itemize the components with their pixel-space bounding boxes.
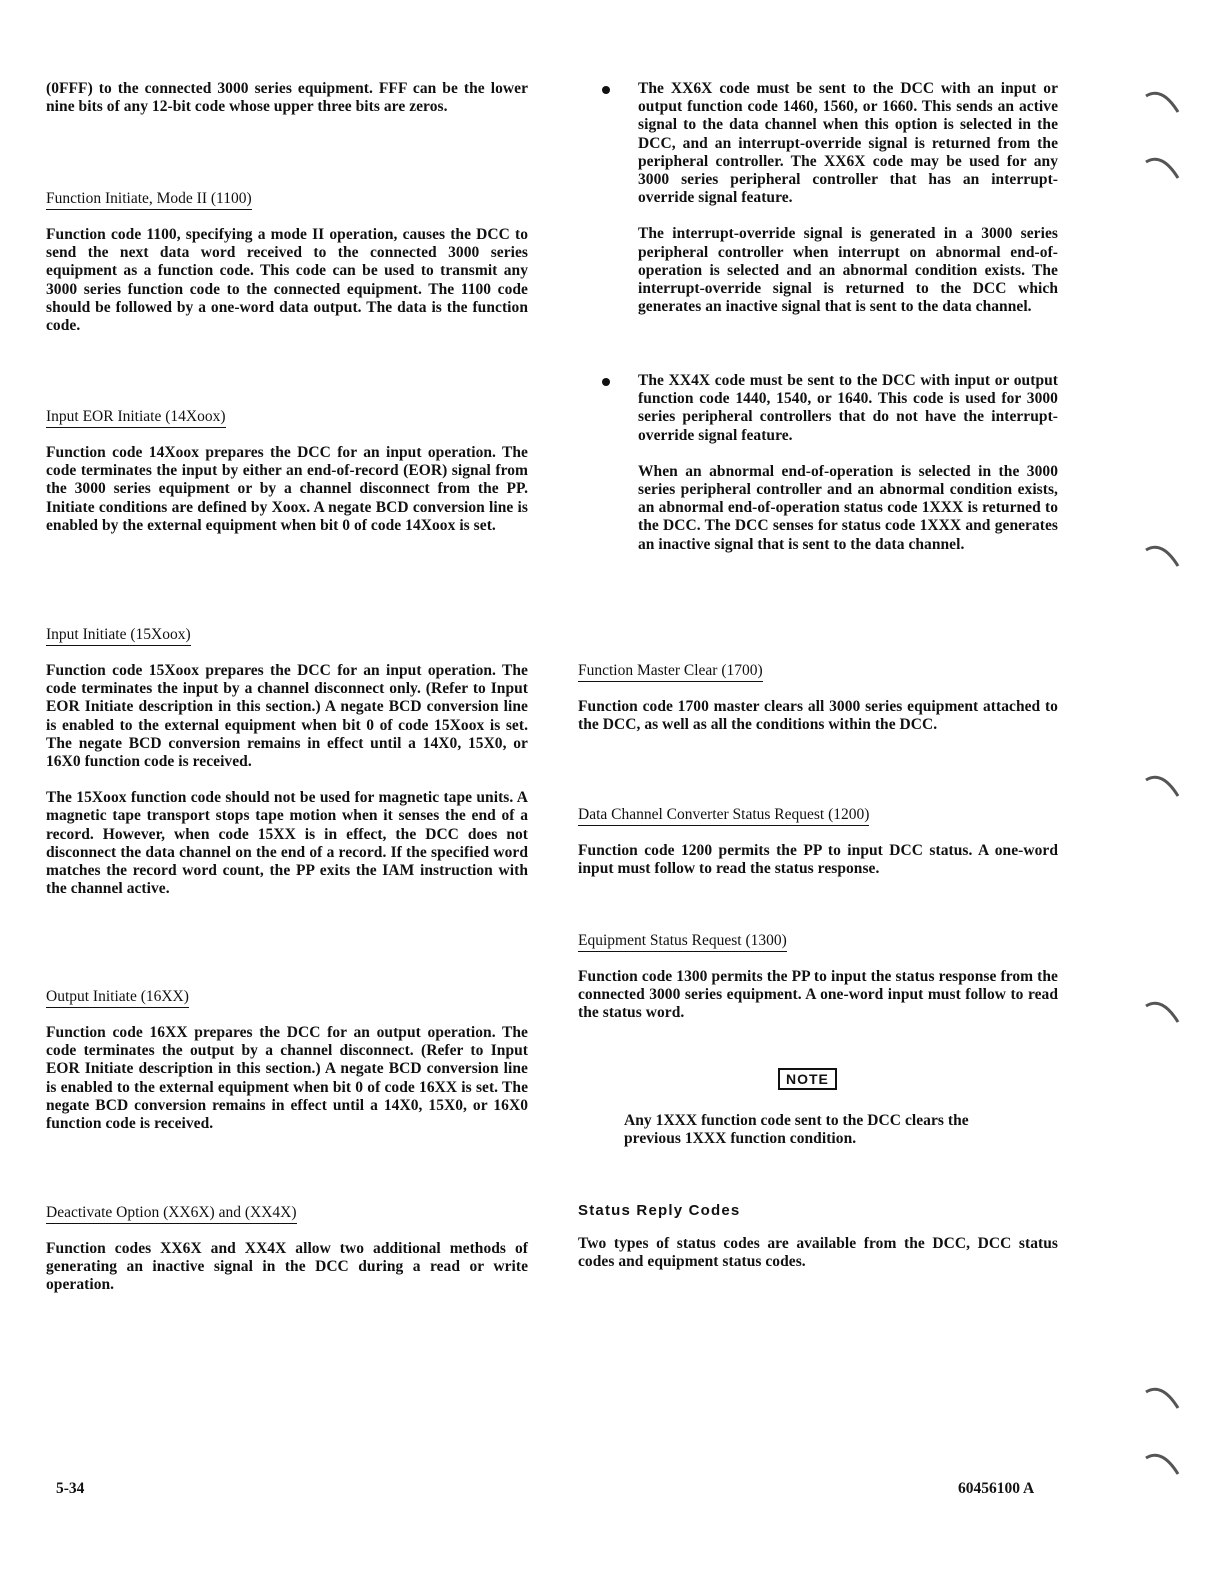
section-function-initiate-mode-ii — [46, 190, 528, 335]
section-dcc-status-request — [578, 806, 1058, 878]
section-deactivate-option — [46, 1204, 528, 1295]
section-paragraph: Function code 1100, specifying a mode II operation, causes the DCC to send the next data word received to the connected 3000 series equipment as a function code. This code can be used to transmit any 3000 series function code to the connected equipment. The 1100 code should be followed by a one-word data output. The data is the function code. — [46, 226, 528, 335]
bullet-icon — [602, 378, 610, 386]
bullet-text: The XX4X code must be sent to the DCC with input or output function code 1440, 1540, or 1640. This code is used for 3000 series peripheral controllers that do not have the interrupt-override signal feature. — [638, 372, 1058, 444]
section-paragraph: Function code 1200 permits the PP to input DCC status. A one-word input must follow to read the status response. — [578, 842, 1058, 878]
binder-hole-icon — [1140, 766, 1184, 810]
binder-hole-icon — [1140, 82, 1184, 126]
section-input-eor-initiate — [46, 408, 528, 535]
section-heading: Function Master Clear (1700) — [578, 662, 763, 682]
binder-hole-icon — [1140, 148, 1184, 192]
section-heading: Data Channel Converter Status Request (1200) — [578, 806, 869, 826]
section-output-initiate — [46, 988, 528, 1133]
bullet-icon — [602, 86, 610, 94]
intro-paragraph — [46, 80, 528, 116]
section-paragraph: Function code 1300 permits the PP to input the status response from the connected 3000 series equipment. A one-word input must follow to read the status word. — [578, 968, 1058, 1022]
section-paragraph: Function codes XX6X and XX4X allow two additional methods of generating an inactive signal in the DCC during a read or write operation. — [46, 1240, 528, 1294]
section-heading: Output Initiate (16XX) — [46, 988, 189, 1008]
bullet-text: The XX6X code must be sent to the DCC with an input or output function code 1460, 1560, or 1660. This sends an active signal to the data channel when this option is selected in the DCC, and an interrupt-override signal is returned from the peripheral controller. The XX6X code may be used for any 3000 series peripheral controller that has an interrupt-override signal feature. — [638, 80, 1058, 207]
binder-hole-icon — [1140, 992, 1184, 1036]
bullet-body — [638, 372, 1058, 554]
section-paragraph: Function code 16XX prepares the DCC for an output operation. The code terminates the output by a channel disconnect. (Refer to Input EOR Initiate description in this section.) A negate BCD conversion line is enabled to the external equipment when bit 0 of code 16XX is set. The negate BCD conversion remains in effect until a 14X0, 15X0, or 16X0 function code is received. — [46, 1024, 528, 1133]
status-reply-heading: Status Reply Codes — [578, 1202, 741, 1219]
page-number: 5-34 — [56, 1480, 85, 1497]
bullet-body — [638, 80, 1058, 316]
note-label: NOTE — [778, 1068, 837, 1090]
bullet-follow-text: The interrupt-override signal is generated in a 3000 series peripheral controller when interrupt on abnormal end-of-operation is selected and an abnormal condition exists. The interrupt-override signal is returned to the DCC which generates an inactive signal that is sent to the data channel. — [638, 225, 1058, 316]
binder-hole-icon — [1140, 536, 1184, 580]
intro-text: (0FFF) to the connected 3000 series equipment. FFF can be the lower nine bits of any 12-bit code whose upper three bits are zeros. — [46, 80, 528, 116]
bullet-follow-text: When an abnormal end-of-operation is selected in the 3000 series peripheral controller and an abnormal condition exists, an abnormal end-of-operation status code 1XXX is returned to the DCC. The DCC senses for status code 1XXX and generates an inactive signal that is sent to the data channel. — [638, 462, 1058, 553]
section-equipment-status-request — [578, 932, 1058, 1023]
section-heading: Function Initiate, Mode II (1100) — [46, 190, 252, 210]
section-input-initiate — [46, 626, 528, 898]
section-paragraph: Function code 14Xoox prepares the DCC for an input operation. The code terminates the input by either an end-of-record (EOR) signal from the 3000 series equipment or by a channel disconnect from the PP. Initiate conditions are defined by Xoox. A negate BCD conversion line is enabled by the external equipment when bit 0 of code 14Xoox is set. — [46, 444, 528, 534]
section-heading: Input EOR Initiate (14Xoox) — [46, 408, 226, 428]
binder-hole-icon — [1140, 1444, 1184, 1488]
section-function-master-clear — [578, 662, 1058, 734]
document-number: 60456100 A — [958, 1480, 1035, 1497]
note-text: Any 1XXX function code sent to the DCC clears the previous 1XXX function condition. — [624, 1112, 969, 1148]
section-heading: Input Initiate (15Xoox) — [46, 626, 191, 646]
section-paragraph: Function code 15Xoox prepares the DCC for an input operation. The code terminates the input by a channel disconnect only. (Refer to Input EOR Initiate description in this section.) A negate BCD conversion line is enabled to the external equipment when bit 0 of code 15Xoox is set. The negate BCD conversion remains in effect until a 14X0, 15X0, or 16X0 function code is received. — [46, 662, 528, 771]
status-reply-text: Two types of status codes are available from the DCC, DCC status codes and equipment status codes. — [578, 1235, 1058, 1271]
binder-hole-icon — [1140, 1378, 1184, 1422]
section-heading: Deactivate Option (XX6X) and (XX4X) — [46, 1204, 297, 1224]
section-paragraph: The 15Xoox function code should not be used for magnetic tape units. A magnetic tape transport stops tape motion when it senses the end of a record. However, when code 15XX is in effect, the DCC does not disconnect the data channel on the end of a record. If the specified word matches the record word count, the PP exits the IAM instruction with the channel active. — [46, 789, 528, 898]
status-reply-codes — [578, 1202, 1058, 1271]
section-paragraph: Function code 1700 master clears all 3000 series equipment attached to the DCC, as well as all the conditions within the DCC. — [578, 698, 1058, 734]
section-heading: Equipment Status Request (1300) — [578, 932, 787, 952]
